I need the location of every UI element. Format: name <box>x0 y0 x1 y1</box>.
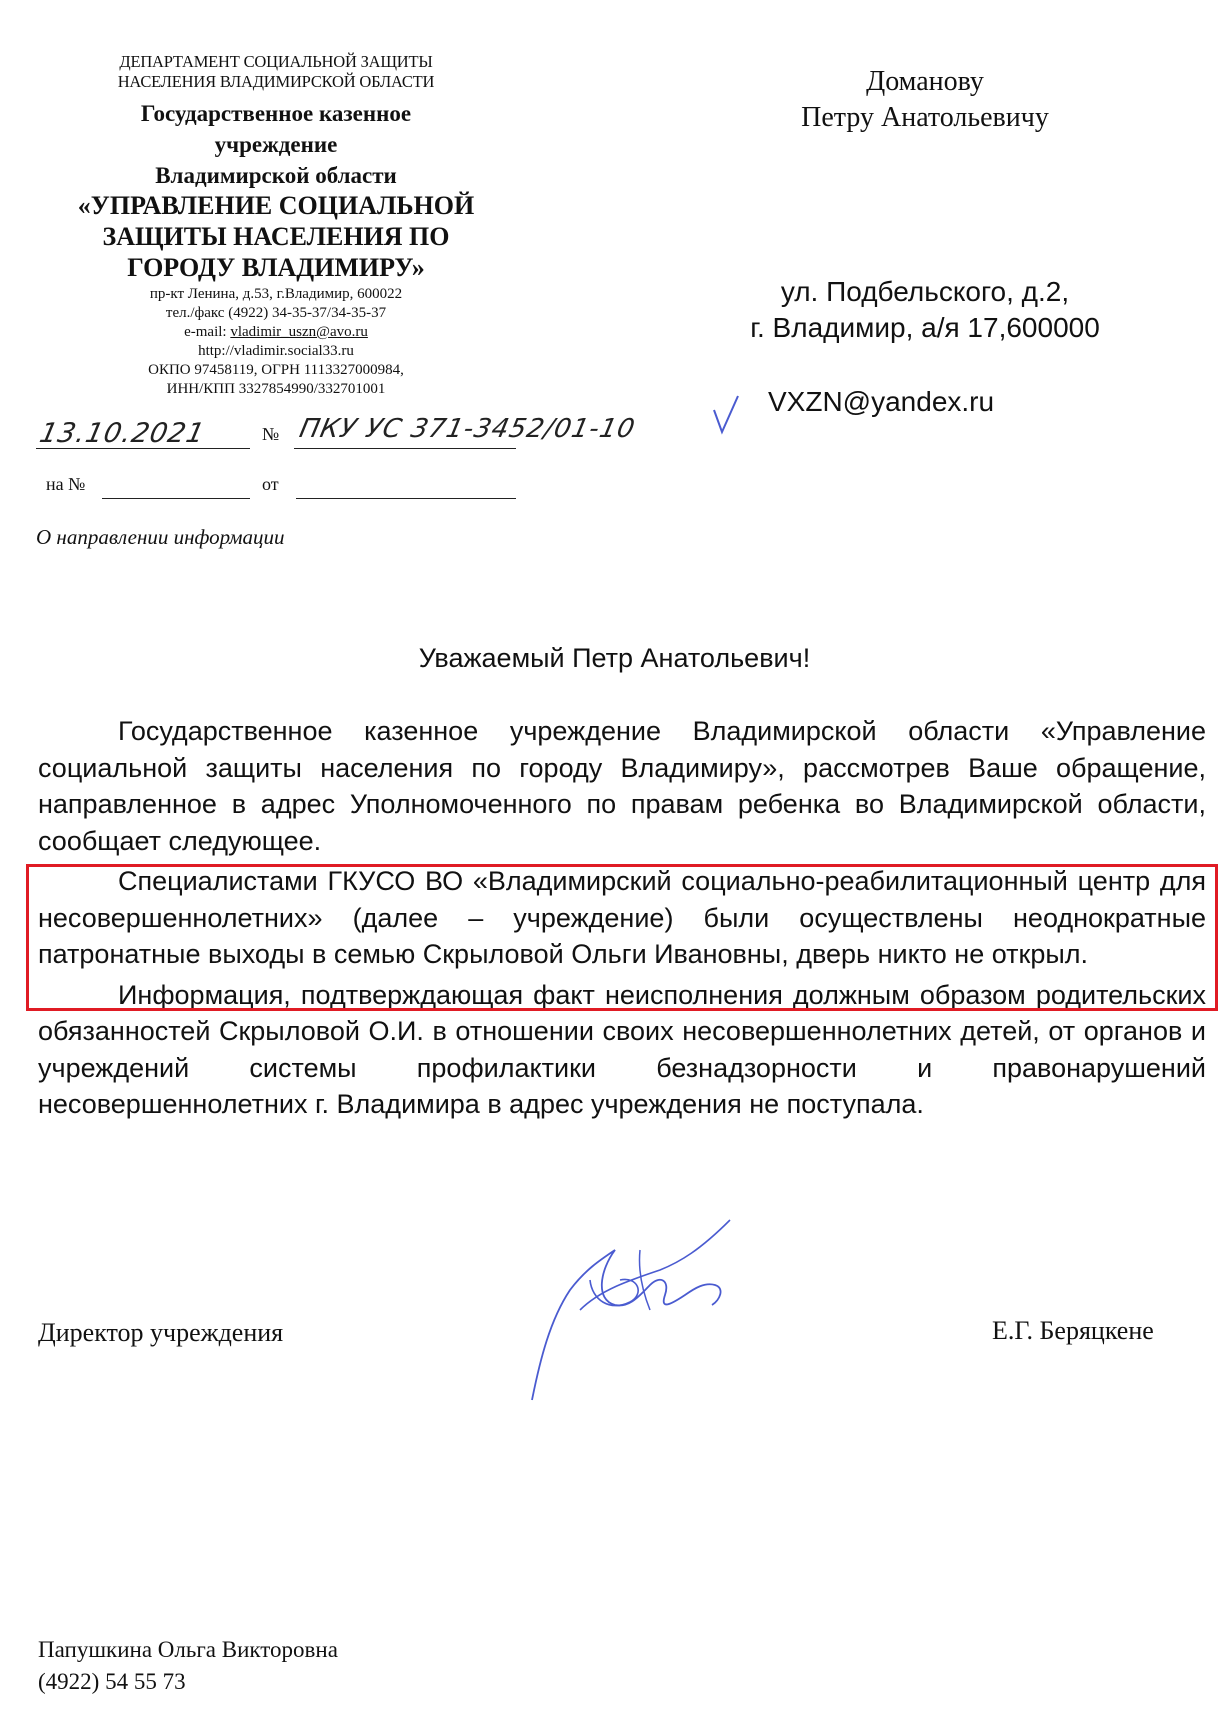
salutation: Уважаемый Петр Анатольевич! <box>418 643 811 673</box>
org-address: пр-кт Ленина, д.53, г.Владимир, 600022 <box>149 286 403 302</box>
reference-underline <box>102 498 250 499</box>
registration-number: ПКУ УС 371-3452/01-10 <box>296 414 639 444</box>
name-line-2: ЗАЩИТЫ НАСЕЛЕНИЯ ПО <box>102 222 450 251</box>
from-label: от <box>262 474 279 494</box>
email-label: e-mail: <box>184 324 231 340</box>
org-line-1: Государственное казенное <box>140 101 412 126</box>
letterhead-organization-type <box>36 98 516 191</box>
recipient-name <box>690 64 1160 136</box>
from-underline <box>296 498 516 499</box>
recipient-email[interactable]: VXZN@yandex.ru <box>768 386 995 417</box>
org-okpo: ОКПО 97458119, ОГРН 1113327000984, <box>148 362 404 378</box>
highlight-box <box>26 864 1218 1011</box>
org-inn: ИНН/КПП 3327854990/332701001 <box>166 381 386 397</box>
recipient-address <box>690 274 1160 346</box>
executor-phone: (4922) 54 55 73 <box>38 1669 186 1694</box>
recipient-name-line-2: Петру Анатольевичу <box>801 102 1049 133</box>
dept-line-1: ДЕПАРТАМЕНТ СОЦИАЛЬНОЙ ЗАЩИТЫ <box>119 52 433 71</box>
org-phone: тел./факс (4922) 34-35-37/34-35-37 <box>165 305 387 321</box>
org-email-link[interactable]: vladimir_uszn@avo.ru <box>230 324 368 340</box>
recipient-address-line-1: ул. Подбельского, д.2, <box>780 276 1070 307</box>
paragraph-3: Информация, подтверждающая факт неисполнения должным образом родительских обязанностей Скрыловой О.И. в отношении своих несовершеннолетних детей, от органов и учреждений системы профилактики безнадзорности и правонарушений несовершеннолетних г. Владимира в адрес учреждения не поступала. <box>38 979 1206 1119</box>
org-line-2: учреждение <box>214 132 338 157</box>
number-underline <box>294 448 516 449</box>
signatory-name: Е.Г. Беряцкене <box>992 1316 1154 1345</box>
executor-info <box>38 1634 338 1698</box>
reference-label: на № <box>46 474 86 494</box>
executor-name: Папушкина Ольга Викторовна <box>38 1637 338 1662</box>
org-website[interactable]: http://vladimir.social33.ru <box>198 343 354 359</box>
handwritten-signature <box>520 1210 750 1410</box>
recipient-name-line-1: Доманову <box>866 66 984 97</box>
check-mark-icon <box>708 392 742 438</box>
paragraph-1: Государственное казенное учреждение Владимирской области «Управление социальной защиты населения по городу Владимиру», рассмотрев Ваше обращение, направленное в адрес Уполномоченного по правам ребенка во Владимирской области, сообщает следующее. <box>38 716 1206 856</box>
letterhead-contacts <box>36 285 516 399</box>
registration-date: 13.10.2021 <box>36 418 208 449</box>
paragraph-2-highlighted: Специалистами ГКУСО ВО «Владимирский социально-реабилитационный центр для несовершеннолетних» (далее – учреждение) были осуществлены неоднократные патронатные выходы в семью Скрыловой Ольги Ивановны, дверь никто не открыл. <box>38 866 1206 969</box>
letterhead-organization-name <box>36 190 516 283</box>
recipient-address-line-2: г. Владимир, а/я 17,600000 <box>750 312 1100 343</box>
org-line-3: Владимирской области <box>155 163 397 188</box>
date-underline <box>36 448 250 449</box>
org-email-line <box>36 323 516 342</box>
name-line-1: «УПРАВЛЕНИЕ СОЦИАЛЬНОЙ <box>77 191 475 220</box>
dept-line-2: НАСЕЛЕНИЯ ВЛАДИМИРСКОЙ ОБЛАСТИ <box>117 72 435 91</box>
name-line-3: ГОРОДУ ВЛАДИМИРУ» <box>127 253 425 282</box>
subject-line: О направлении информации <box>36 525 285 549</box>
letterhead-department <box>36 52 516 92</box>
signatory-title: Директор учреждения <box>38 1318 284 1347</box>
number-sign: № <box>262 424 280 444</box>
